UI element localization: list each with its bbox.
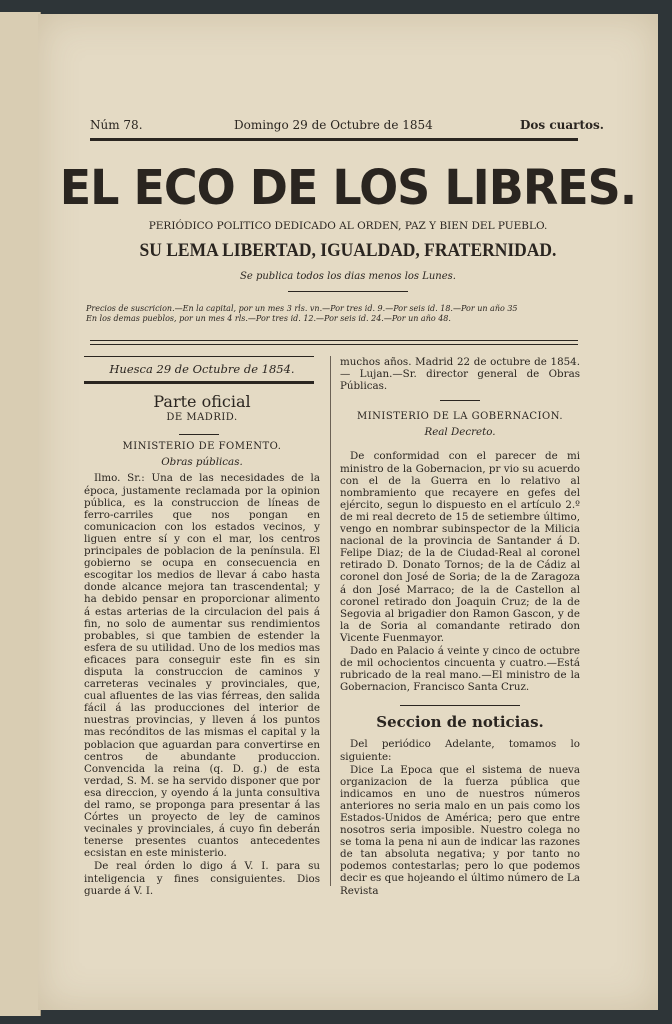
ornament-rule xyxy=(288,291,408,292)
newspaper-title: EL ECO DE LOS LIBRES. xyxy=(59,158,637,216)
masthead-rule xyxy=(90,138,578,141)
decree-body: De conformidad con el parecer de mi ministro de la Gobernacion, pr vio su acuerdo con el de la Guerra en lo relativo al nombramiento que recayere en gefes del ejército, segun lo dispuesto en el artículo 2.º de mi real decreto de 15 de setiembre último, vengo en nombrar subinspector de la Milicia nacional de la provincia de Santander á D. Felipe Diaz; de la de Ciudad-Real al coronel retirado D. Donato Tornos; de la de Cádiz al coronel don José de Soria; de la de Zaragoza á don José Marraco; de la de Castellon al coronel retirado don Joaquin Cruz; de la de Segovia al brigadier don Ramon Gascon, y de la de Soria al comandante retirado don Vicente Fuenmayor. xyxy=(340,450,580,644)
ministry-heading: MINISTERIO DE FOMENTO. xyxy=(122,441,282,453)
continuation-text: muchos años. Madrid 22 de octubre de 1854.— Lujan.—Sr. director general de Obras Públicas. xyxy=(340,356,580,393)
left-column xyxy=(84,356,320,898)
continuation-ornament xyxy=(440,400,480,401)
article-heading: Obras públicas. xyxy=(161,456,243,469)
header-rule-2 xyxy=(90,344,578,345)
prices-line-2: En los demas pueblos, por un mes 4 rls.—Por tres id. 12.—Por seis id. 24.—Por un año 48. xyxy=(86,314,451,323)
ministry-heading-2: MINISTERIO DE LA GOBERNACION. xyxy=(356,411,564,423)
dateline-rule-top xyxy=(84,356,314,357)
decree-closing: Dado en Palacio á veinte y cinco de octubre de mil ochocientos cincuenta y cuatro.—Está rubricado de la real mano.—El ministro de la Gobernacion, Francisco Santa Cruz. xyxy=(340,644,580,694)
article-body: Ilmo. Sr.: Una de las necesidades de la época, justamente reclamada por la opinion pública, es la construccion de líneas de ferro-carriles que nos pongan en comunicacion con los estados vecinos, y liguen entre sí y con el mar, los centros principales de poblacion de la península. El gobierno se ocupa en consecuencia en escogitar los medios de llevar á cabo hasta donde alcance mejora tan trascendental; y ha debido pensar en proporcionar alimento á estas arterias de la circulacion del pais á fin, no solo de aumentar sus rendimientos probables, si que tambien de estender la esfera de su utilidad. Uno de los medios mas eficaces para conseguir este fin es sin disputa la construccion de caminos y carreteras vecinales y provinciales, que, cual afluentes de las vias férreas, den salida fácil á las producciones del interior de nuestras provincias, y lleven á los puntos mas recónditos de las mismas el capital y la poblacion que aguardan para convertirse en centros de abundante produccion. Convencida la reina (q. D. g.) de esta verdad, S. M. se ha servido disponer que por esa direccion, y oyendo á la junta consultiva del ramo, se proponga para presentar á las Córtes un proyecto de ley de caminos vecinales y provinciales, á cuyo fin deberán tenerse presentes cuantos antecedentes ecsistan en este ministerio. xyxy=(84,472,320,860)
news-body: Dice La Epoca que el sistema de nueva organizacion de la fuerza pública que indicamos en uno de nuestros números anteriores no seria malo en un pais como los Estados-Unidos de América; pero que entre nosotros seria imposible. Nuestro colega no se toma la pena ni aun de indicar las razones de tan absoluta negativa; y por tanto no podemos contestarlas; pero lo que podemos decir es que hojeando el último número de La Revista xyxy=(340,763,580,897)
issue-date: Domingo 29 de Octubre de 1854 xyxy=(234,118,433,132)
column-divider xyxy=(330,356,331,886)
dateline-rule-bottom xyxy=(84,381,314,384)
section-subtitle: DE MADRID. xyxy=(166,412,238,424)
publication-note: Se publica todos los dias menos los Lunes. xyxy=(240,271,456,282)
news-rule xyxy=(400,705,520,706)
newspaper-subtitle: PERIÓDICO POLITICO DEDICADO AL ORDEN, PAZ Y BIEN DEL PUEBLO. xyxy=(148,220,548,232)
section-ornament xyxy=(179,434,219,435)
newspaper-motto: SU LEMA LIBERTAD, IGUALDAD, FRATERNIDAD. xyxy=(139,240,557,261)
newspaper-page xyxy=(38,14,658,1010)
article-closing: De real órden lo digo á V. I. para su inteligencia y fines consiguientes. Dios guarde á V. I. xyxy=(84,860,320,897)
section-title: Parte oficial xyxy=(153,392,251,412)
right-column xyxy=(340,356,580,898)
subscription-prices xyxy=(86,304,606,324)
dateline: Huesca 29 de Octubre de 1854. xyxy=(109,362,295,376)
decree-heading: Real Decreto. xyxy=(424,426,496,439)
previous-page-edge xyxy=(0,12,41,1016)
news-section-title: Seccion de noticias. xyxy=(376,713,544,732)
header-rule-1 xyxy=(90,340,578,341)
issue-number: Núm 78. xyxy=(90,118,143,132)
news-intro: Del periódico Adelante, tomamos lo siguiente: xyxy=(340,738,580,763)
issue-price: Dos cuartos. xyxy=(520,118,604,132)
prices-line-1: Precios de suscricion.—En la capital, por un mes 3 rls. vn.—Por tres id. 9.—Por seis id. 18.—Por un año 35 xyxy=(86,304,518,313)
